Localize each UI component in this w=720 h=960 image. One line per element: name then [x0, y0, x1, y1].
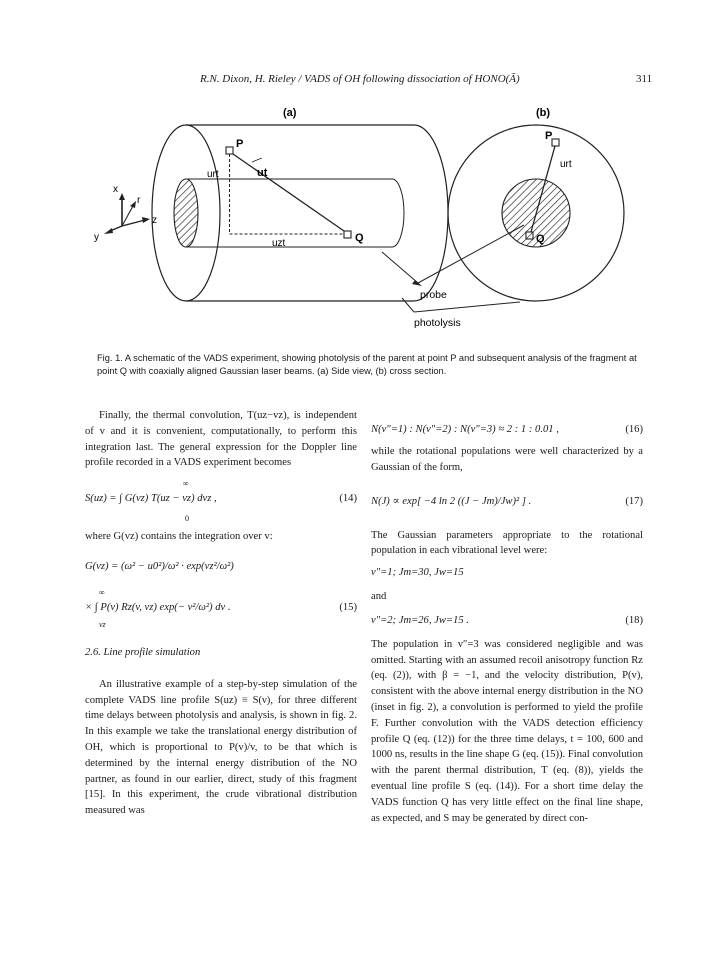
and-text: and [371, 590, 387, 602]
point-q-label: Q [355, 232, 364, 244]
eq14-text: S(uz) = ∫ G(vz) T(uz − vz) dvz , [85, 493, 217, 505]
equation-15 [85, 551, 357, 629]
cross-section-view [448, 125, 624, 301]
eq14-upper-limit: ∞ [183, 479, 189, 489]
urt-label-side: urt [207, 169, 219, 180]
ut-label: ut [257, 167, 268, 179]
page-number: 311 [636, 73, 653, 85]
uzt-label: uzt [272, 238, 286, 249]
eq14-lower-limit: 0 [185, 514, 189, 524]
eq15-line-2: × ∫ P(v) Rz(v, vz) exp(− v²/ω²) dv . [85, 601, 231, 613]
eq15-line-1: G(vz) = (ω² − u0²)/ω² · exp(vz²/ω²) [85, 560, 234, 572]
eq17-number: (17) [625, 495, 643, 507]
axis-r-label: r [137, 195, 141, 206]
eq18-number: (18) [625, 614, 643, 626]
left-column [85, 408, 357, 819]
point-p-label: P [236, 138, 244, 150]
coordinate-axes [94, 184, 157, 243]
paragraph-where-g: where G(vz) contains the integration over v: [85, 531, 273, 543]
urt-label-section: urt [560, 159, 572, 170]
paragraph-simulation-example: An illustrative example of a step-by-step simulation of the complete VADS line profile S(uz) ≡ S(ν), for three different time delays between photolysis and analysis, is shown in fig. 2. In this example we take the translational energy distribution of OH, which is proportional to P(v)/v, to be that which is determined by the internal energy distribution of the NO partner, as found in our earlier, direct, study of this fragment [15]. In this experiment, the crude vibrational distribution measured was [85, 678, 357, 817]
side-view-geometry [207, 138, 364, 249]
paragraph-convolution-steps: The population in v″=3 was considered negligible and was omitted. Starting with an assumed recoil anisotropy function Rz (eq. (2)), with β = −1, and the velocity distribution, P(v), consistent with the above internal energy distribution in the NO (inset in fig. 2), a convolution is performed to yield the profile F. Further convolution with the VADS detection efficiency profile Q (eq. (12)) for the three time delays, t = 100, 600 and 1000 ns, results in the line shape G (eq. (15)). Final convolution with the parent thermal distribution, T (eq. (8)), yields the eventual line profile S (eq. (14)). For a short time delay the VADS function Q has very little effect on the final line shape, as expected, and S may be generated by direct con- [371, 638, 643, 824]
equation-16 [371, 422, 643, 440]
running-head: R.N. Dixon, H. Rieley / VADS of OH following dissociation of HONO(Ã) [200, 73, 520, 85]
eq18-line-2: v″=2; Jm=26, Jw=15 . [371, 614, 469, 626]
paragraph-rotational-populations: while the rotational populations were well characterized by a Gaussian of the form, [371, 446, 643, 473]
eq15-upper-limit: ∞ [99, 587, 105, 597]
axis-z-label: z [152, 215, 157, 226]
axis-x-label: x [113, 184, 118, 195]
probe-label: probe [420, 289, 447, 301]
equation-14 [85, 477, 357, 525]
equation-18 [371, 613, 643, 631]
figure-1-diagram [0, 100, 720, 332]
eq15-lower-limit: vz [99, 619, 106, 629]
eq16-number: (16) [625, 424, 643, 435]
eq17-text: N(J) ∝ exp[ −4 ln 2 ((J − Jm)/Jw)² ] . [371, 495, 532, 507]
equation-17 [371, 482, 643, 522]
probe-beam-end-hatched [174, 179, 198, 247]
section-point-q-label: Q [536, 233, 545, 245]
section-heading-2-6: 2.6. Line profile simulation [85, 646, 201, 658]
point-p-marker [226, 147, 233, 154]
side-view-cylinder [152, 125, 448, 301]
right-column [371, 408, 643, 826]
photolysis-label: photolysis [414, 317, 461, 329]
eq18-line-1: v″=1; Jm=30, Jw=15 [371, 567, 464, 579]
section-point-p-marker [552, 139, 559, 146]
point-q-marker [344, 231, 351, 238]
eq14-number: (14) [339, 493, 357, 505]
panel-b-label: (b) [536, 107, 551, 119]
paragraph-gaussian-parameters: The Gaussian parameters appropriate to the rotational population in each vibrational level were: [371, 529, 643, 557]
paragraph-thermal-convolution: Finally, the thermal convolution, T(uz−vz), is independent of v and it is convenient, computationally, to perform this integration last. The general expression for the Doppler line profile recorded in a VADS experiment becomes [85, 410, 357, 469]
eq15-number: (15) [339, 601, 357, 613]
figure-caption: Fig. 1. A schematic of the VADS experiment, showing photolysis of the parent at point P and subsequent analysis of the fragment at point Q with coaxially aligned Gaussian laser beams. (a) Side view, (b) cross section. [97, 353, 637, 376]
page-header [0, 73, 720, 89]
eq16-text: N(v″=1) : N(v″=2) : N(v″=3) ≈ 2 : 1 : 0.01 , [371, 424, 559, 435]
figure-1 [0, 100, 720, 332]
panel-a-label: (a) [283, 107, 297, 119]
section-point-p-label: P [545, 130, 553, 142]
axis-y-label: y [94, 232, 99, 243]
